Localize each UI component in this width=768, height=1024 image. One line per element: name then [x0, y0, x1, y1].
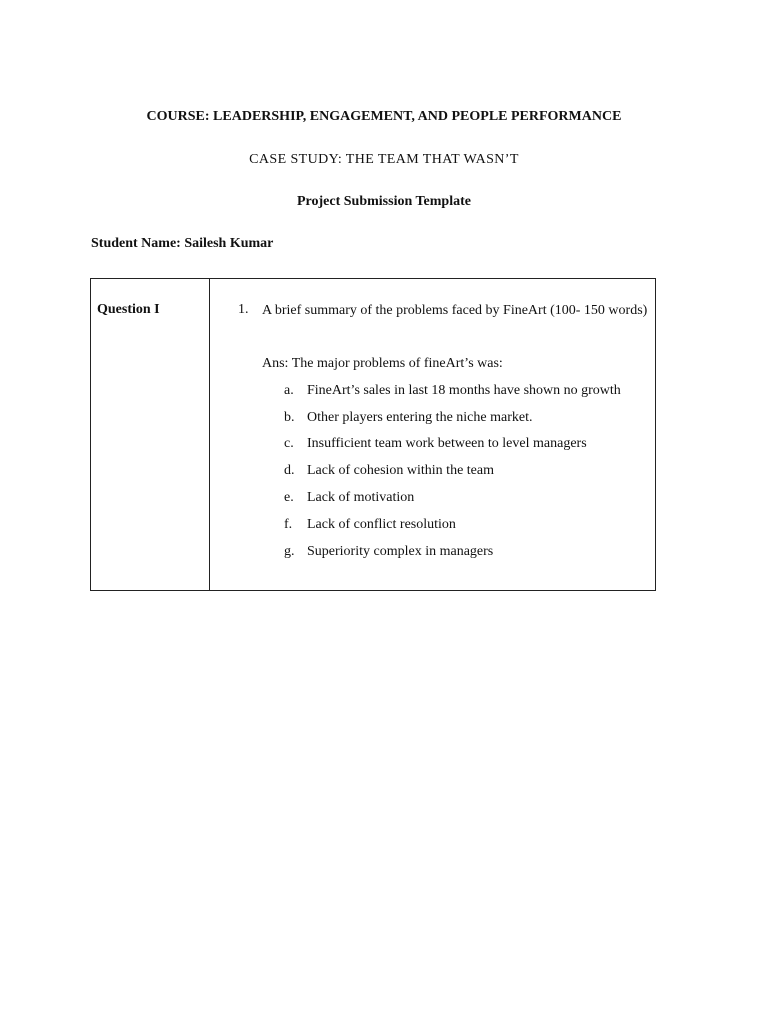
question-label: Question I [97, 302, 160, 317]
list-item [210, 409, 655, 427]
list-item [210, 516, 655, 534]
list-item-letter: b. [284, 410, 295, 425]
list-item-letter: e. [284, 490, 294, 505]
case-study-title: CASE STUDY: THE TEAM THAT WASN’T [249, 152, 519, 167]
list-item-text: FineArt’s sales in last 18 months have shown no growth [307, 383, 621, 398]
question-table [90, 278, 656, 591]
list-item [210, 489, 655, 507]
list-item [210, 435, 655, 453]
list-item-letter: f. [284, 517, 293, 532]
list-item-letter: d. [284, 463, 295, 478]
question-prompt: A brief summary of the problems faced by FineArt (100- 150 words) [262, 302, 648, 318]
list-item-text: Lack of conflict resolution [307, 517, 456, 532]
list-item-text: Lack of cohesion within the team [307, 463, 494, 478]
list-item [210, 462, 655, 480]
template-title: Project Submission Template [297, 194, 471, 209]
list-item-letter: g. [284, 544, 295, 559]
list-item-text: Insufficient team work between to level managers [307, 436, 587, 451]
course-title: COURSE: LEADERSHIP, ENGAGEMENT, AND PEOPLE PERFORMANCE [146, 109, 622, 124]
list-item-text: Other players entering the niche market. [307, 410, 533, 425]
list-item-text: Lack of motivation [307, 490, 415, 505]
list-item-letter: a. [284, 383, 294, 398]
list-item [210, 543, 655, 561]
list-item-letter: c. [284, 436, 294, 451]
question-content [210, 279, 655, 590]
list-item-text: Superiority complex in managers [307, 544, 494, 559]
student-name: Student Name: Sailesh Kumar [91, 236, 274, 251]
answer-intro: Ans: The major problems of fineArt’s was: [262, 356, 503, 371]
question-number: 1. [238, 302, 249, 317]
list-item [210, 382, 655, 400]
